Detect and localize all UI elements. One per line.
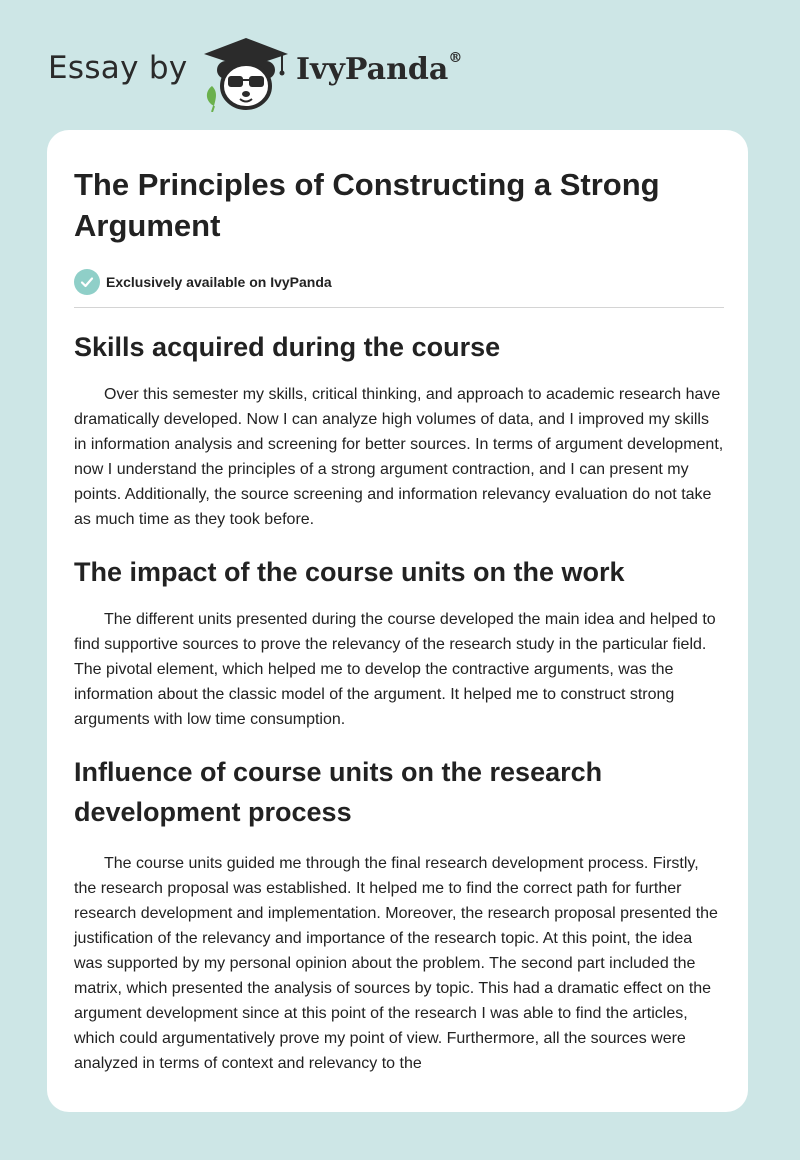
exclusive-badge-text: Exclusively available on IvyPanda [106, 274, 332, 290]
registered-mark: ® [448, 50, 463, 66]
panda-graduate-icon[interactable] [198, 32, 294, 112]
section-body-skills: Over this semester my skills, critical thinking, and approach to academic research have dramatically developed. Now I can analyze high volumes of data, and I improved my skills in information analysis and screening for better sources. In terms of argument development, now I understand the principles of a strong argument contraction, and I can present my points. Additionally, the source screening and information relevancy evaluation do not take as much time as they took before. [74, 386, 724, 528]
section-body-influence: The course units guided me through the final research development process. Firstly, the research proposal was established. It helped me to find the correct path for further research development and implementation. Moreover, the research proposal presented the justification of the relevancy and importance of the research topic. At this point, the idea was supported by my personal opinion about the problem. The second part included the matrix, which presented the analysis of sources by topic. This had a dramatic effect on the argument development since at this point of the research I was able to find the articles, which could argumentatively prove my point of view. Furthermore, all the sources were analyzed in terms of context and relevancy to the [74, 855, 718, 1072]
essay-content [74, 164, 724, 1076]
brand-name[interactable] [296, 52, 462, 87]
section-heading-skills: Skills acquired during the course [74, 332, 501, 362]
brand-name-text: IvyPanda [296, 52, 449, 87]
section-body-impact: The different units presented during the course developed the main idea and helped to find supportive sources to prove the relevancy of the research study in the particular field. The pivotal element, which helped me to develop the contractive arguments, was the information about the classic model of the argument. It helped me to construct strong arguments with low time consumption. [74, 611, 716, 728]
page-title: The Principles of Constructing a Strong Argument [74, 167, 660, 243]
exclusive-badge [74, 269, 724, 295]
site-header [0, 0, 800, 130]
check-circle-icon [74, 269, 100, 295]
essay-by-label: Essay by [48, 50, 188, 86]
section-heading-influence: Influence of course units on the research development process [74, 757, 603, 827]
title-divider [74, 307, 724, 308]
essay-card [47, 130, 748, 1112]
section-heading-impact: The impact of the course units on the work [74, 557, 625, 587]
